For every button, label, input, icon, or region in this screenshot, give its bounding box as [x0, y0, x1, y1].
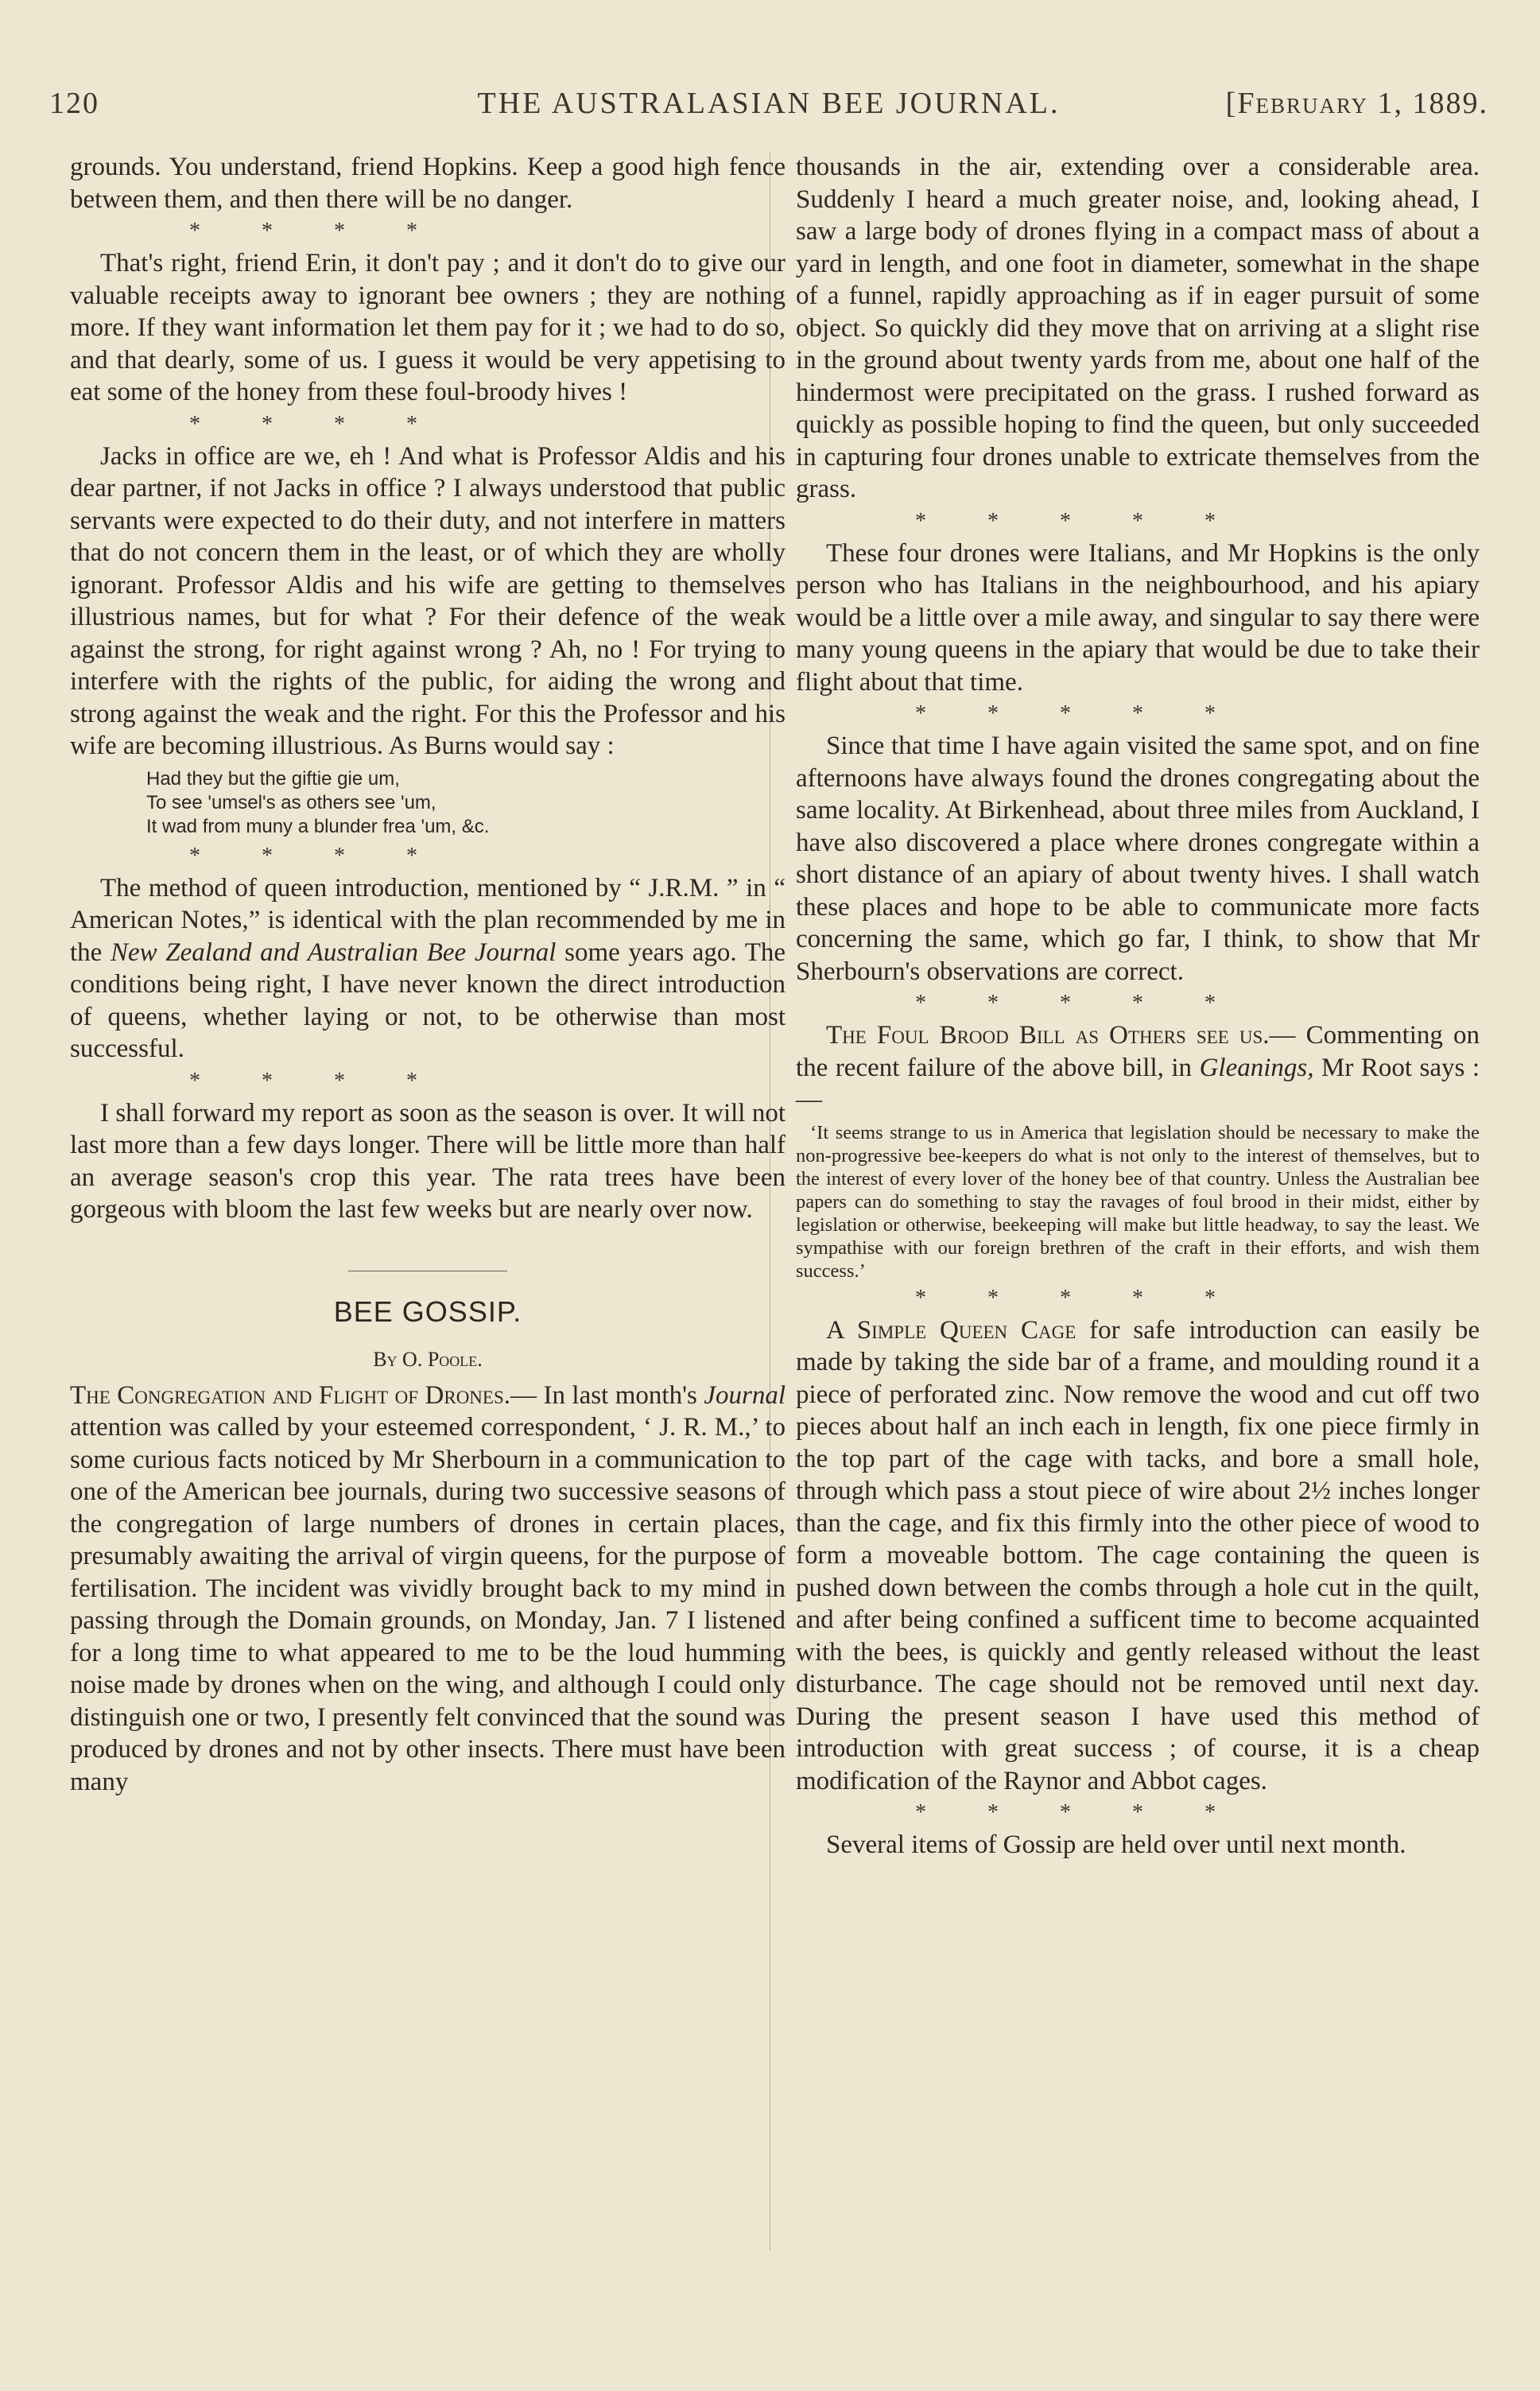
- paragraph: Jacks in office are we, eh ! And what is Professor Aldis and his dear partner, if not Jacks in office ? I always understood that public servants were expected to do their duty, and not interfere in matters that do not concern them in the least, or of which they are wholly ignorant. Professor Aldis and his wife are getting to themselves illustrious names, but for what ? For their defence of the weak against the strong, for right against wrong ? Ah, no ! For trying to interfere with the rights of the public, for aiding the wrong and strong against the weak and the right. For this the Professor and his wife are becoming illustrious. As Burns would say :: [70, 441, 786, 760]
- paragraph: The Congregation and Flight of Drones.— In last month's Journal attention was called by your esteemed correspondent, ‘ J. R. M.,’ to some curious facts noticed by Mr Sherbourn in a communication to one of the American bee journals, during two successive seasons of the congregation of large numbers of drones in certain places, presumably awaiting the arrival of virgin queens, for the purpose of fertilisation. The incident was vividly brought back to my mind in passing through the Domain grounds, on Monday, Jan. 7 I listened for a long time to what appeared to me to be the loud humming noise made by drones when on the wing, and although I could only distinguish one or two, I presently felt convinced that the sound was produced by drones and not by other insects. There must have been many: [70, 1380, 786, 1796]
- issue-date: [February 1, 1889.: [1225, 87, 1488, 120]
- byline: By O. Poole.: [373, 1347, 483, 1371]
- section-title: BEE GOSSIP.: [333, 1294, 522, 1328]
- paragraph-heading: A Simple Queen Cage: [826, 1315, 1076, 1345]
- poem-line: Had they but the giftie gie um,: [146, 767, 400, 790]
- section-separator: * * * *: [189, 411, 417, 437]
- section-separator: * * * * *: [915, 1800, 1216, 1825]
- paragraph: Several items of Gossip are held over until next month.: [826, 1830, 1406, 1859]
- journal-name: Journal: [704, 1380, 786, 1410]
- section-separator: * * * * *: [915, 701, 1216, 726]
- quoted-passage: ‘It seems strange to us in America that legislation should be necessary to make the non-progressive bee-keepers do what is not only to the interest of themselves, but to the interest of every lover of the honey bee of that country. Unless the Australian bee papers can do something to stay the ravages of foul brood in their midst, either by legislation or otherwise, beekeeping will make but little headway, to say the least. We sympathise with our foreign brethren of the craft in their efforts, and wish them success.’: [796, 1121, 1480, 1282]
- journal-name: Gleanings,: [1199, 1053, 1314, 1082]
- paragraph: Since that time I have again visited the same spot, and on fine afternoons have always found the drones congregating about the same locality. At Birkenhead, about three miles from Auckland, I have also discovered a place where drones congregate within a short distance of an apiary of about twenty hives. I shall watch these places and hope to be able to communicate more facts concerning the same, which go far, I think, to show that Mr Sherbourn's observations are correct.: [796, 732, 1480, 986]
- section-separator: * * * *: [189, 1068, 417, 1093]
- paragraph: The method of queen introduction, mentioned by “ J.R.M. ” in “ American Notes,” is identical with the plan recommended by me in the New Zealand and Australian Bee Journal some years ago. The conditions being right, I have never known the direct introduction of queens, whether laying or not, to be otherwise than most successful.: [70, 873, 786, 1063]
- paragraph: These four drones were Italians, and Mr Hopkins is the only person who has Italians in the neighbourhood, and his apiary would be a little over a mile away, and singular to say there were many young queens in the apiary that would be due to take their flight about that time.: [796, 538, 1480, 697]
- section-separator: * * * *: [189, 843, 417, 868]
- paragraph: I shall forward my report as soon as the season is over. It will not last more than a few days longer. There will be little more than half an average season's crop this year. The rata trees have been gorgeous with bloom the last few weeks but are nearly over now.: [70, 1098, 786, 1224]
- poem-line: To see 'umsel's as others see 'um,: [146, 791, 436, 813]
- paragraph: The Foul Brood Bill as Others see us.— Commenting on the recent failure of the above bill, in Gleanings, Mr Root says :—: [796, 1021, 1480, 1114]
- page-header: [49, 86, 1488, 126]
- paragraph: That's right, friend Erin, it don't pay ; and it don't do to give our valuable receipts away to ignorant bee owners ; they are nothing more. If they want information let them pay for it ; we had to do so, and that dearly, some of us. I guess it would be very appetising to eat some of the honey from these foul-broody hives !: [70, 249, 786, 406]
- section-separator: * * * *: [189, 219, 417, 243]
- page-number: 120: [49, 87, 99, 120]
- paragraph-heading: The Foul Brood Bill as Others see us.—: [826, 1021, 1296, 1050]
- section-separator: * * * * *: [915, 991, 1216, 1015]
- section-separator: * * * * *: [915, 508, 1216, 534]
- paragraph-heading: The Congregation and Flight of Drones.—: [70, 1380, 537, 1410]
- paragraph: grounds. You understand, friend Hopkins. Keep a good high fence between them, and then there will be no danger.: [70, 153, 786, 214]
- poem-quote: [70, 767, 786, 839]
- left-column: [70, 151, 786, 1798]
- paragraph: A Simple Queen Cage for safe introduction can easily be made by taking the side bar of a frame, and moulding round it a piece of perforated zinc. Now remove the wood and cut off two pieces about half an inch each in length, fix one piece firmly in the top part of the cage with tacks, and bore a small hole, through which pass a stout piece of wire about 2½ inches longer than the cage, and fix this firmly into the other piece of wood to form a moveable bottom. The cage containing the queen is pushed down between the combs through a hole cut in the quilt, and after being confined a sufficent time to become acquainted with the bees, is quickly and gently released without the least disturbance. The cage should not be removed until next day. During the present season I have used this method of introduction with great success ; of course, it is a cheap modification of the Raynor and Abbot cages.: [796, 1315, 1480, 1795]
- journal-name: New Zealand and Australian Bee Journal: [110, 937, 557, 967]
- journal-title: THE AUSTRALASIAN BEE JOURNAL.: [477, 87, 1061, 120]
- section-separator: * * * * *: [915, 1285, 1216, 1310]
- poem-line: It wad from muny a blunder frea 'um, &c.: [146, 815, 490, 837]
- paragraph: thousands in the air, extending over a considerable area. Suddenly I heard a much greater noise, and, looking ahead, I saw a large body of drones flying in a compact mass of about a yard in length, and one foot in diameter, somewhat in the shape of a funnel, rapidly approaching as if in eager pursuit of some object. So quickly did they move that on arriving at a slight rise in the ground about twenty yards from me, about one half of the hindermost were precipitated on the grass. I rushed forward as quickly as possible hoping to find the queen, but only succeeded in capturing four drones unable to extricate themselves from the grass.: [796, 153, 1480, 503]
- right-column: [796, 151, 1480, 1861]
